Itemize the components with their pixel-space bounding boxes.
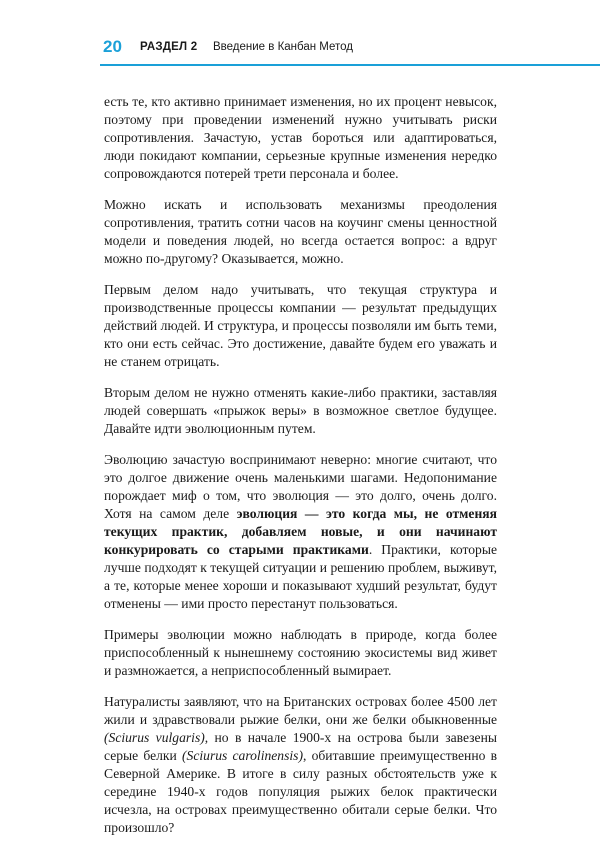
paragraph-7-part-c: , обитавшие преимущественно в Северной Америке. В итоге в силу разных обстоятельств уже к середине 1940-х годов популяция рыжих белок практически исчезла, на островах преимущественно обитали серые белки. Что произошло? bbox=[104, 748, 498, 835]
paragraph-3: Первым делом надо учитывать, что текущая структура и производственные процессы компании — результат предыдущих действий людей. И структура, и процессы позволяли им быть теми, кто они есть сейчас. Это достижение, давайте будем его уважать и не станем отрицать. bbox=[104, 282, 497, 369]
latin-name-carolinensis: (Sciurus carolinensis) bbox=[182, 748, 303, 763]
paragraph-1: есть те, кто активно принимает изменения, но их процент невысок, поэтому при проведении изменений нужно учитывать риски сопротивления. Зачастую, устав бороться или адаптироваться, люди покидают компании, серьезные крупные изменения нередко сопровождаются потерей трети персонала и более. bbox=[104, 94, 497, 181]
paragraph-7 bbox=[104, 693, 497, 837]
running-header bbox=[0, 30, 600, 76]
page-body bbox=[104, 93, 497, 850]
paragraph-5-emphasis: эволюция — это когда мы, не отменяя текущих практик, добавляем новые, и они начинают конкурировать со старыми практиками bbox=[104, 506, 497, 557]
paragraph-7-part-a: Натуралисты заявляют, что на Британских островах более 4500 лет жили и здравствовали рыжие белки, они же белки обыкновенные bbox=[104, 694, 497, 727]
section-label: РАЗДЕЛ 2 bbox=[140, 41, 198, 53]
paragraph-2: Можно искать и использовать механизмы преодоления сопротивления, тратить сотни часов на коучинг смены ценностной модели и поведения людей, но всегда остается вопрос: а вдруг можно по-другому? Оказывается, можно. bbox=[104, 197, 497, 266]
header-rule bbox=[100, 64, 600, 66]
paragraph-5 bbox=[104, 451, 497, 613]
paragraph-7-part-b: , но в начале 1900-х на острова были завезены серые белки bbox=[104, 730, 497, 763]
page-number: 20 bbox=[103, 37, 122, 56]
paragraph-5-end: . Практики, которые лучше подходят к текущей ситуации и решению проблем, выживут, а те, которые менее хороши и показывают худший результат, будут отменены — ими просто перестанут пользоваться. bbox=[104, 542, 497, 611]
paragraph-6: Примеры эволюции можно наблюдать в природе, когда более приспособленный к нынешнему состоянию экосистемы вид живет и размножается, а неприспособленный вымирает. bbox=[104, 627, 497, 678]
paragraph-4: Вторым делом не нужно отменять какие-либо практики, заставляя людей совершать «прыжок веры» в возможное светлое будущее. Давайте идти эволюционным путем. bbox=[104, 385, 497, 436]
latin-name-vulgaris: (Sciurus vulgaris) bbox=[104, 730, 205, 745]
chapter-title: Введение в Канбан Метод bbox=[213, 41, 353, 53]
paragraph-5-start: Эволюцию зачастую воспринимают неверно: многие считают, что это долгое движение очень маленькими шагами. Недопонимание порождает миф о том, что эволюция — это долго, очень долго. Хотя на самом деле bbox=[104, 452, 497, 521]
